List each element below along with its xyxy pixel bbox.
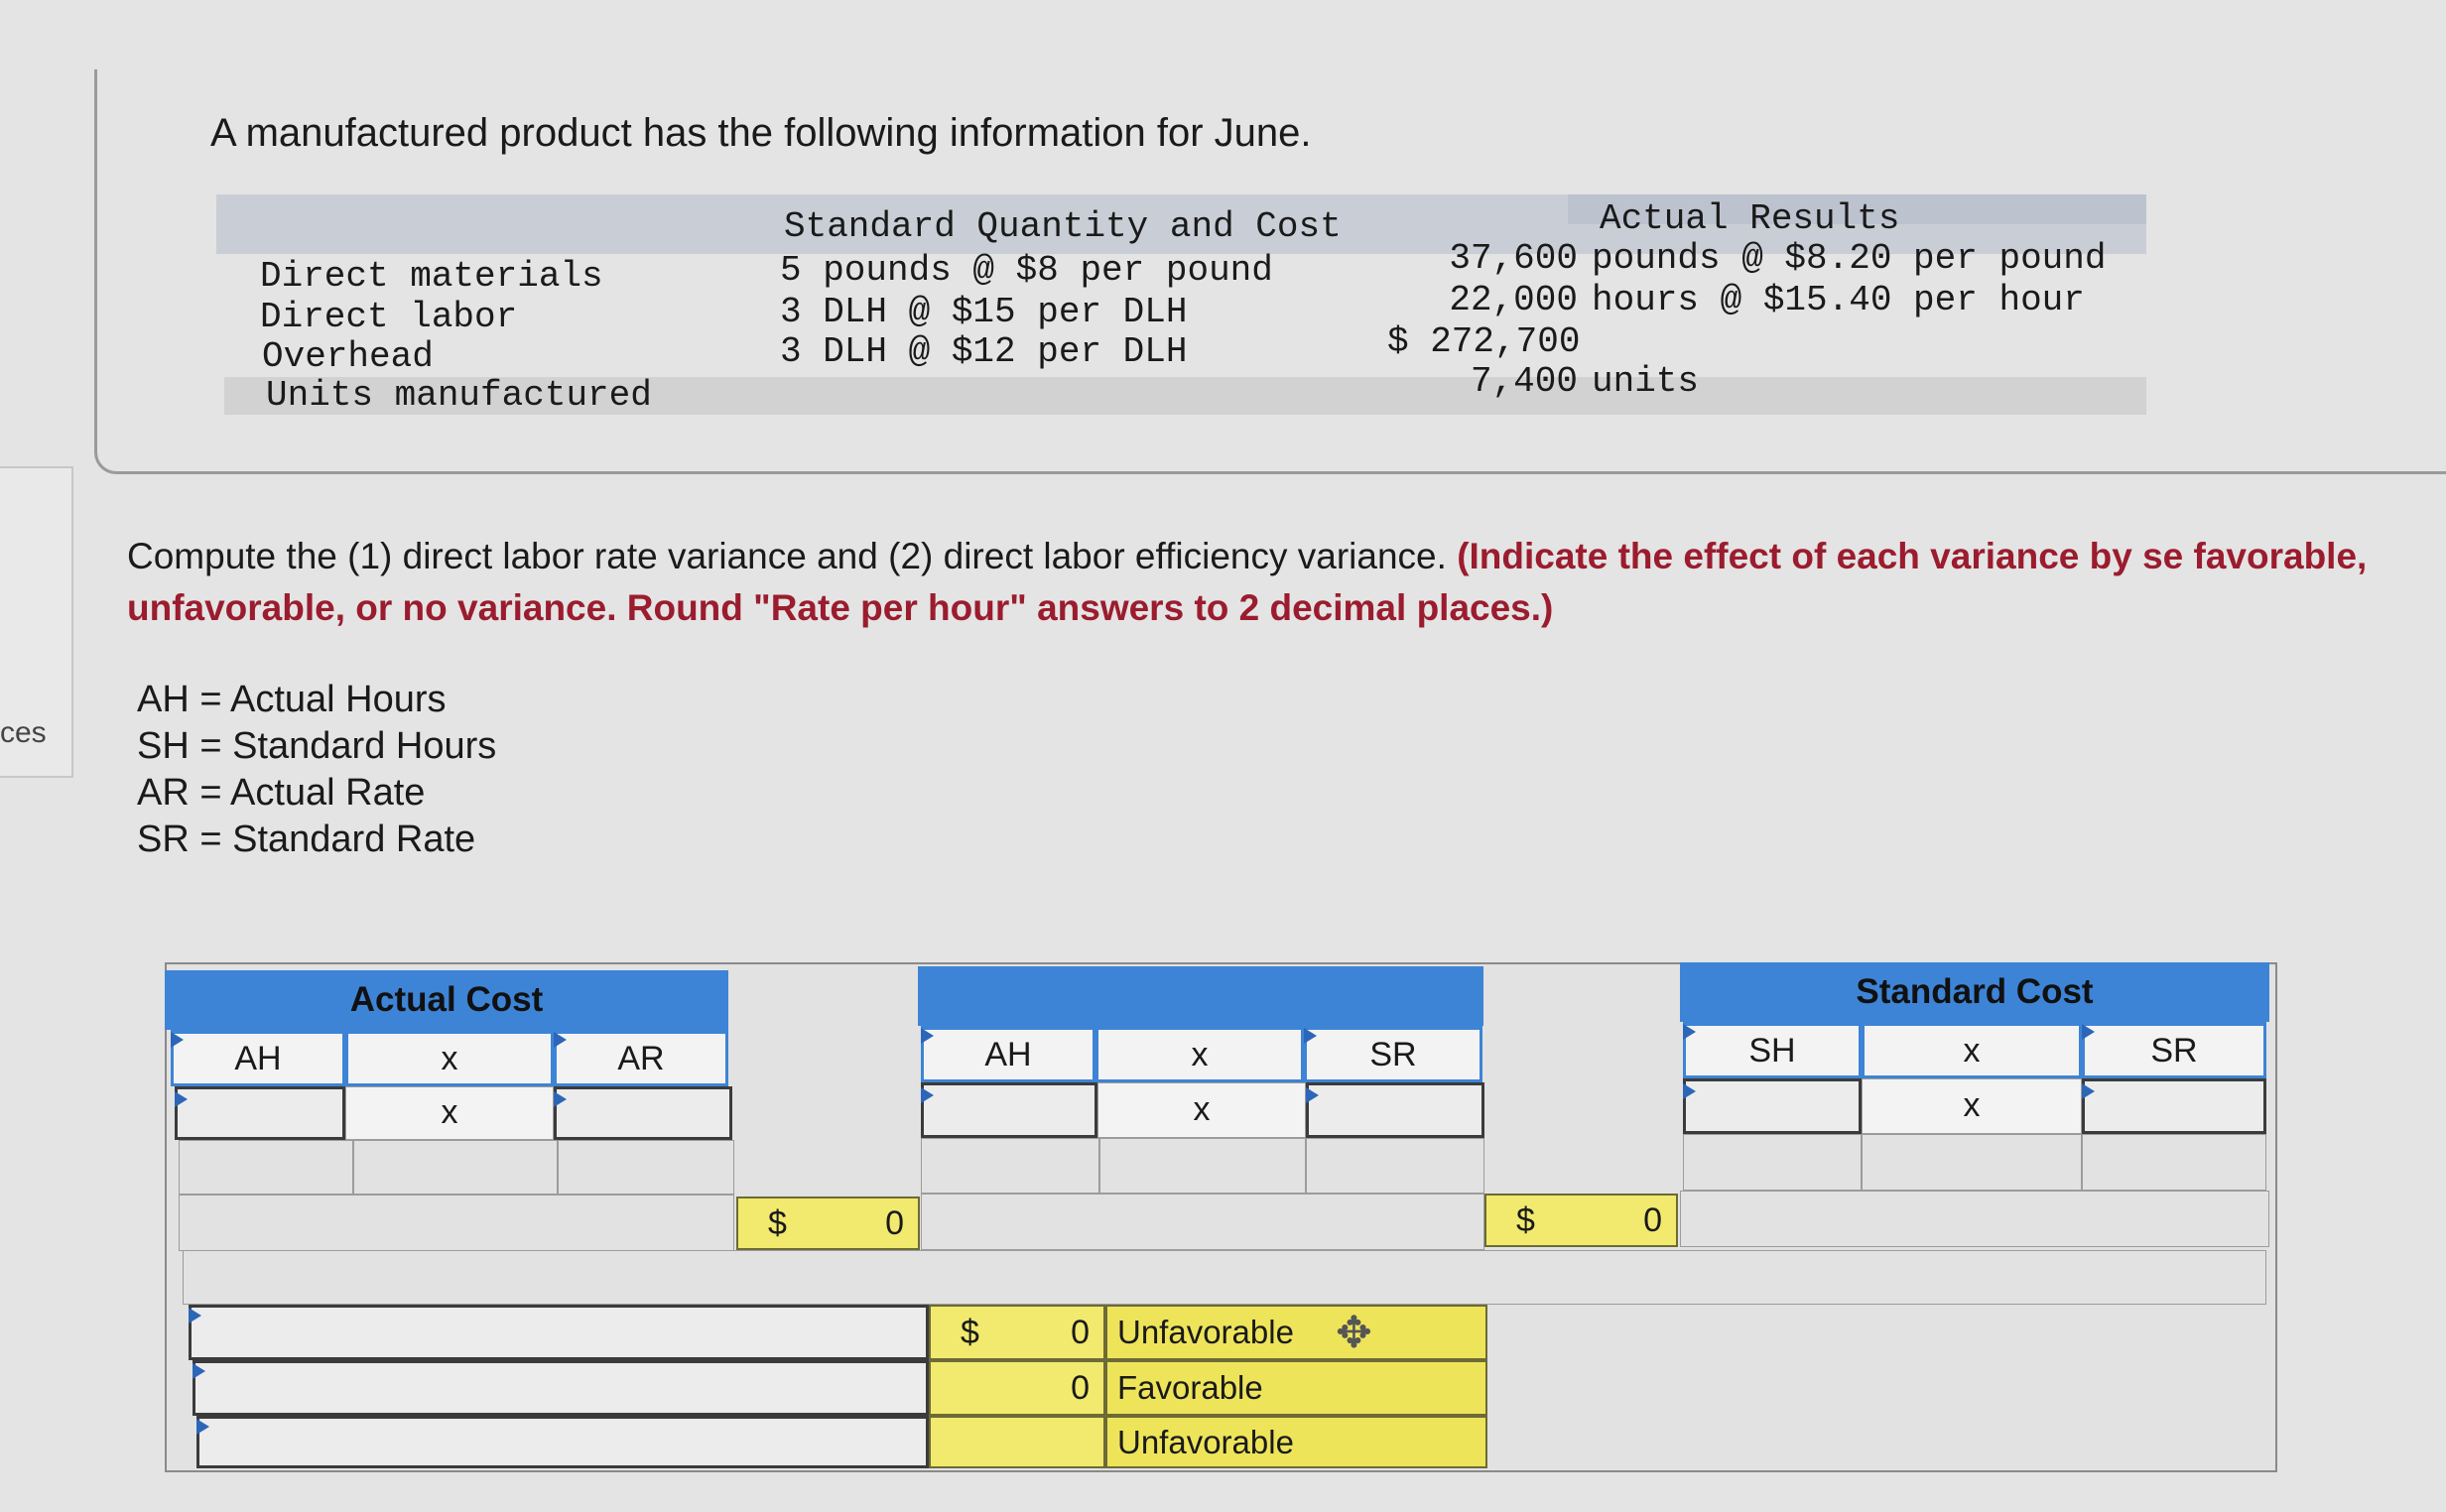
row-label-units: Units manufactured bbox=[266, 375, 652, 416]
row-label-materials: Direct materials bbox=[260, 256, 603, 297]
flex-sr-header-marker bbox=[1304, 1028, 1317, 1044]
actual-ah-input-marker bbox=[175, 1091, 188, 1107]
col-standard-header: Standard Quantity and Cost bbox=[784, 206, 1342, 247]
row-actual-num-overhead: $ 272,700 bbox=[1387, 321, 1581, 362]
flex-sr-header: SR bbox=[1304, 1026, 1482, 1082]
question-text bbox=[127, 531, 2446, 634]
flex-ah-header-marker bbox=[921, 1028, 934, 1044]
variance-amount-1 bbox=[929, 1305, 1105, 1360]
variance-label-input-3[interactable] bbox=[196, 1416, 929, 1468]
actual-cost-header: Actual Cost bbox=[165, 970, 728, 1030]
actual-total-label-cell bbox=[179, 1195, 734, 1251]
row-standard-overhead: 3 DLH @ $12 per DLH bbox=[780, 331, 1188, 372]
std-times-row: x bbox=[1862, 1078, 2082, 1134]
variance-label-marker-3 bbox=[196, 1419, 209, 1435]
actual-blank-cell-2 bbox=[353, 1140, 558, 1195]
flex-total-label-cell bbox=[921, 1194, 1484, 1250]
flex-total-value: 0 bbox=[1643, 1201, 1662, 1239]
variance-effect-select-2[interactable]: Favorable bbox=[1105, 1360, 1487, 1416]
col-actual-header: Actual Results bbox=[1600, 198, 1900, 239]
variance-effect-select-3[interactable]: Unfavorable bbox=[1105, 1416, 1487, 1468]
definition-ah: AH = Actual Hours bbox=[137, 679, 447, 720]
std-sh-header: SH bbox=[1683, 1022, 1862, 1078]
std-sr-header: SR bbox=[2082, 1022, 2266, 1078]
standard-cost-header: Standard Cost bbox=[1680, 962, 2269, 1022]
flex-ah-input-marker bbox=[921, 1087, 934, 1103]
std-sr-header-marker bbox=[2082, 1024, 2095, 1040]
std-total-label-cell bbox=[1680, 1191, 2269, 1247]
actual-blank-cell-1 bbox=[179, 1140, 353, 1195]
row-label-overhead: Overhead bbox=[262, 336, 434, 377]
intro-text: A manufactured product has the following information for June. bbox=[210, 111, 1312, 155]
actual-ah-input[interactable] bbox=[175, 1086, 345, 1140]
actual-total-dollar: $ bbox=[768, 1204, 787, 1242]
std-blank-cell-3 bbox=[2082, 1134, 2266, 1191]
actual-total-value: 0 bbox=[885, 1204, 904, 1242]
variance-amount-2 bbox=[929, 1360, 1105, 1416]
std-sh-header-marker bbox=[1683, 1024, 1696, 1040]
row-standard-labor: 3 DLH @ $15 per DLH bbox=[780, 292, 1188, 332]
question-instruction: (Indicate the effect of each variance by se favorable, unfavorable, or no variance. Round "Rate per hour" answers to 2 decimal places.) bbox=[127, 536, 2368, 628]
std-blank-cell-2 bbox=[1862, 1134, 2082, 1191]
definition-sr: SR = Standard Rate bbox=[137, 819, 476, 860]
variance-label-input-2[interactable] bbox=[193, 1360, 929, 1416]
definitions-list bbox=[137, 677, 496, 863]
grid-spacer-row bbox=[183, 1250, 2266, 1305]
actual-ah-header-marker bbox=[171, 1032, 184, 1048]
move-cursor-icon: ✥ bbox=[1336, 1309, 1372, 1357]
actual-blank-cell-3 bbox=[558, 1140, 734, 1195]
std-times-header: x bbox=[1862, 1022, 2082, 1078]
variance-dollar-1: $ bbox=[961, 1314, 979, 1351]
actual-ar-input[interactable] bbox=[554, 1086, 732, 1140]
std-sr-input-marker bbox=[2082, 1083, 2095, 1099]
flex-blank-cell-1 bbox=[921, 1138, 1099, 1194]
flex-times-row: x bbox=[1097, 1082, 1306, 1138]
variance-label-marker-1 bbox=[189, 1308, 201, 1323]
variance-value-2: 0 bbox=[1071, 1369, 1090, 1407]
actual-ar-header: AR bbox=[554, 1030, 728, 1086]
flex-times-header: x bbox=[1095, 1026, 1304, 1082]
definition-ar: AR = Actual Rate bbox=[137, 772, 426, 814]
variance-value-1: 0 bbox=[1071, 1314, 1090, 1351]
variance-effect-select-1[interactable]: Unfavorable bbox=[1105, 1305, 1487, 1360]
row-label-labor: Direct labor bbox=[260, 297, 518, 337]
actual-ar-input-marker bbox=[554, 1091, 567, 1107]
row-actual-unit-materials: pounds @ $8.20 per pound bbox=[1592, 238, 2107, 279]
flex-blank-cell-2 bbox=[1099, 1138, 1306, 1194]
row-actual-unit-labor: hours @ $15.40 per hour bbox=[1592, 280, 2085, 320]
std-blank-cell-1 bbox=[1683, 1134, 1862, 1191]
actual-times-row: x bbox=[345, 1086, 554, 1140]
variance-label-marker-2 bbox=[193, 1363, 205, 1379]
std-sh-input-marker bbox=[1683, 1083, 1696, 1099]
flex-blank-cell-3 bbox=[1306, 1138, 1484, 1194]
flex-total-amount bbox=[1484, 1194, 1678, 1247]
flex-sr-input[interactable] bbox=[1306, 1082, 1484, 1138]
actual-total-amount bbox=[736, 1197, 920, 1250]
flex-ah-input[interactable] bbox=[921, 1082, 1097, 1138]
side-panel-label: ces bbox=[0, 716, 47, 749]
flex-sr-input-marker bbox=[1306, 1087, 1319, 1103]
actual-times-header: x bbox=[345, 1030, 554, 1086]
flex-ah-header: AH bbox=[921, 1026, 1095, 1082]
flex-total-dollar: $ bbox=[1516, 1201, 1535, 1239]
actual-ar-header-marker bbox=[554, 1032, 567, 1048]
definition-sh: SH = Standard Hours bbox=[137, 725, 497, 767]
std-sh-input[interactable] bbox=[1683, 1078, 1862, 1134]
std-sr-input[interactable] bbox=[2082, 1078, 2266, 1134]
row-actual-unit-units: units bbox=[1592, 361, 1700, 402]
variance-label-input-1[interactable] bbox=[189, 1305, 929, 1360]
flexible-budget-header bbox=[918, 966, 1483, 1026]
row-actual-num-units: 7,400 bbox=[1470, 361, 1578, 402]
question-main: Compute the (1) direct labor rate variance and (2) direct labor efficiency variance. bbox=[127, 536, 1447, 576]
row-standard-materials: 5 pounds @ $8 per pound bbox=[780, 250, 1273, 291]
variance-amount-3[interactable] bbox=[929, 1416, 1105, 1468]
actual-ah-header: AH bbox=[171, 1030, 345, 1086]
row-actual-num-labor: 22,000 bbox=[1449, 280, 1578, 320]
row-actual-num-materials: 37,600 bbox=[1449, 238, 1578, 279]
